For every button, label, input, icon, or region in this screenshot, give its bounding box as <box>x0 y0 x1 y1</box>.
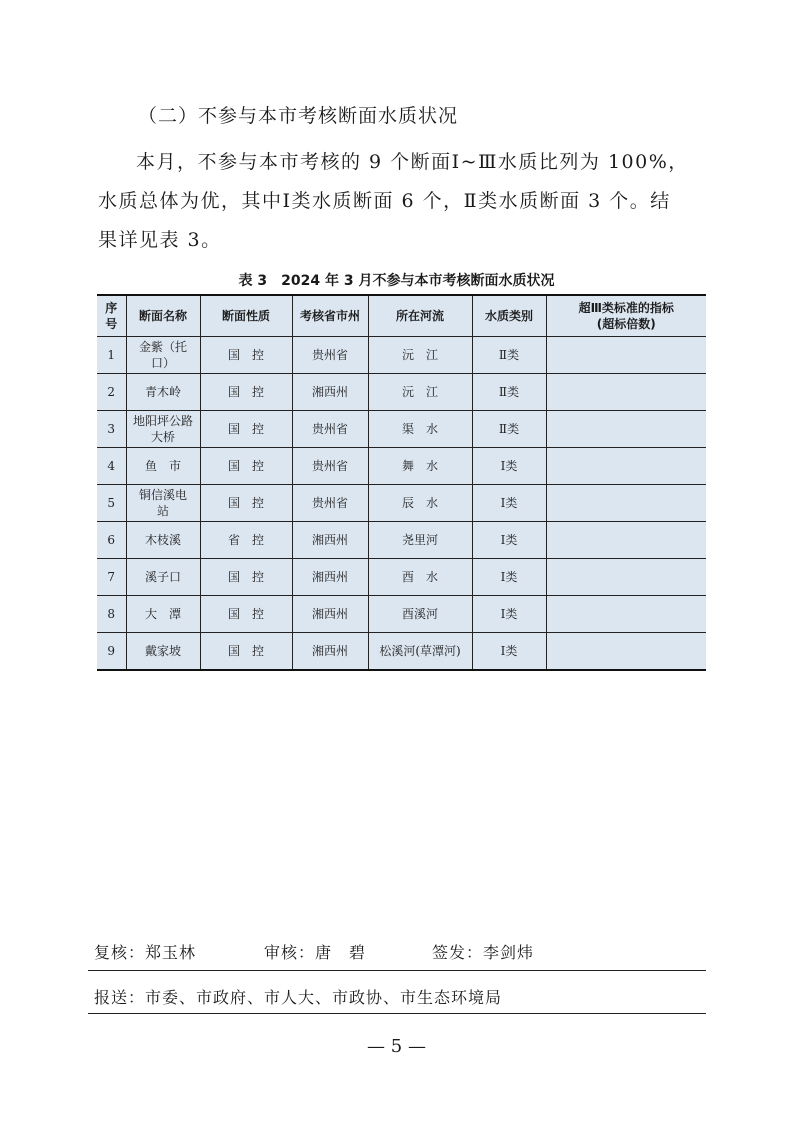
cell-region: 湘西州 <box>292 374 368 411</box>
cell-nature: 国 控 <box>200 559 292 596</box>
cell-nature: 国 控 <box>200 448 292 485</box>
cell-exceed <box>546 559 706 596</box>
table-row <box>97 596 706 633</box>
cell-exceed <box>546 374 706 411</box>
header-exceed: 超Ⅲ类标准的指标 (超标倍数) <box>546 295 706 337</box>
cell-nature: 国 控 <box>200 596 292 633</box>
review-label: 复核：郑玉林 <box>94 943 197 962</box>
cell-exceed <box>546 337 706 374</box>
cell-exceed <box>546 633 706 671</box>
cell-class: Ⅱ类 <box>472 411 546 448</box>
cell-region: 湘西州 <box>292 522 368 559</box>
cell-class: Ⅰ类 <box>472 522 546 559</box>
section-title: （二）不参与本市考核断面水质状况 <box>138 105 459 127</box>
cell-class: Ⅱ类 <box>472 374 546 411</box>
header-nature: 断面性质 <box>200 295 292 337</box>
cell-class: Ⅰ类 <box>472 485 546 522</box>
cell-river: 沅 江 <box>368 337 472 374</box>
cell-region: 湘西州 <box>292 596 368 633</box>
cell-nature: 国 控 <box>200 633 292 671</box>
cell-no: 6 <box>97 522 126 559</box>
cell-region: 贵州省 <box>292 337 368 374</box>
paragraph-line-3: 果详见表 3。 <box>98 229 222 251</box>
cell-river: 酉 水 <box>368 559 472 596</box>
cell-class: Ⅱ类 <box>472 337 546 374</box>
cell-name: 青木岭 <box>126 374 200 411</box>
header-class: 水质类别 <box>472 295 546 337</box>
water-quality-table <box>97 294 706 671</box>
table-header-row <box>97 295 706 337</box>
table-row <box>97 522 706 559</box>
table-caption: 表 3 2024 年 3 月不参与本市考核断面水质状况 <box>238 273 555 289</box>
cell-no: 8 <box>97 596 126 633</box>
cell-name: 木枝溪 <box>126 522 200 559</box>
cell-region: 贵州省 <box>292 411 368 448</box>
header-no: 序 号 <box>97 295 126 337</box>
cell-name: 鱼 市 <box>126 448 200 485</box>
cell-name: 大 潭 <box>126 596 200 633</box>
header-region: 考核省市州 <box>292 295 368 337</box>
cell-river: 松溪河(草潭河) <box>368 633 472 671</box>
cell-region: 贵州省 <box>292 448 368 485</box>
header-river: 所在河流 <box>368 295 472 337</box>
cell-class: Ⅰ类 <box>472 559 546 596</box>
cell-region: 湘西州 <box>292 633 368 671</box>
cell-no: 4 <box>97 448 126 485</box>
table-row <box>97 559 706 596</box>
page-number: — 5 — <box>367 1036 426 1057</box>
cell-river: 酉溪河 <box>368 596 472 633</box>
table-row <box>97 374 706 411</box>
cell-no: 2 <box>97 374 126 411</box>
audit-label: 审核：唐 碧 <box>264 943 367 962</box>
cell-exceed <box>546 411 706 448</box>
cell-exceed <box>546 596 706 633</box>
paragraph-line-2: 水质总体为优，其中Ⅰ类水质断面 6 个，Ⅱ类水质断面 3 个。结 <box>98 190 671 212</box>
cell-no: 1 <box>97 337 126 374</box>
paragraph-line-1: 本月，不参与本市考核的 9 个断面Ⅰ~Ⅲ水质比列为 100%， <box>136 151 689 173</box>
cell-exceed <box>546 448 706 485</box>
sign-label: 签发：李剑炜 <box>432 943 535 962</box>
cell-no: 9 <box>97 633 126 671</box>
table-row <box>97 633 706 671</box>
cell-region: 湘西州 <box>292 559 368 596</box>
cell-river: 沅 江 <box>368 374 472 411</box>
cell-river: 舞 水 <box>368 448 472 485</box>
cell-name: 金紫（托口） <box>126 337 200 374</box>
table-row <box>97 411 706 448</box>
cell-region: 贵州省 <box>292 485 368 522</box>
cell-exceed <box>546 522 706 559</box>
cell-river: 辰 水 <box>368 485 472 522</box>
cell-class: Ⅰ类 <box>472 596 546 633</box>
cell-nature: 省 控 <box>200 522 292 559</box>
cell-river: 尧里河 <box>368 522 472 559</box>
body-paragraph <box>98 143 702 260</box>
footer-divider-bottom <box>88 1013 706 1014</box>
cell-name: 地阳坪公路大桥 <box>126 411 200 448</box>
cell-nature: 国 控 <box>200 411 292 448</box>
cell-name: 铜信溪电 站 <box>126 485 200 522</box>
cell-class: Ⅰ类 <box>472 448 546 485</box>
cell-no: 7 <box>97 559 126 596</box>
table-row <box>97 337 706 374</box>
cell-no: 3 <box>97 411 126 448</box>
cell-no: 5 <box>97 485 126 522</box>
table-row <box>97 448 706 485</box>
cell-river: 渠 水 <box>368 411 472 448</box>
header-name: 断面名称 <box>126 295 200 337</box>
cell-nature: 国 控 <box>200 485 292 522</box>
cell-nature: 国 控 <box>200 337 292 374</box>
footer-divider-top <box>88 970 706 971</box>
cell-name: 戴家坡 <box>126 633 200 671</box>
cell-nature: 国 控 <box>200 374 292 411</box>
report-to-label: 报送：市委、市政府、市人大、市政协、市生态环境局 <box>94 988 503 1007</box>
cell-name: 溪子口 <box>126 559 200 596</box>
table-row <box>97 485 706 522</box>
cell-exceed <box>546 485 706 522</box>
cell-class: Ⅰ类 <box>472 633 546 671</box>
